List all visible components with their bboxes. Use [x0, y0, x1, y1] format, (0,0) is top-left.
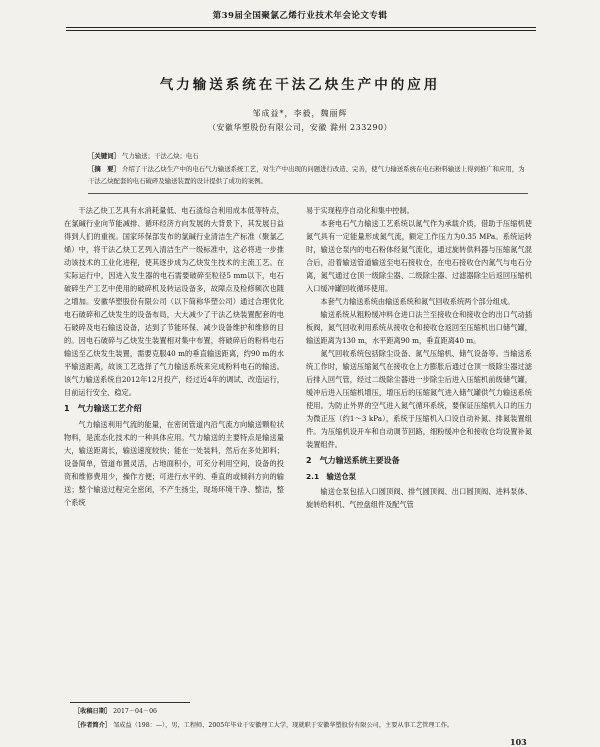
paragraph: 输送仓泵包括入口圆顶阀、排气圆顶阀、出口圆顶阀、进料泵体、旋转给料机、气控盘组件及配气管: [306, 487, 532, 509]
section-heading: 1 气力输送工艺介绍: [64, 404, 142, 413]
paragraph: 易于实现程序自动化和集中控制。: [306, 206, 414, 215]
abstract-label: ［摘 要］: [88, 165, 120, 173]
authors: 邹成益*，李毅，魏丽辉: [252, 109, 348, 118]
paragraph: 干法乙炔工艺具有水消耗量低、电石渣综合利用成本低等特点，在氯碱行业向节能减排、循环经济方向发展的大背景下，其发展日益得到人们的重视。国家环保部发布的氯碱行业清洁生产标准（聚氯乙烯）中，将干法乙炔工艺列入清洁生产一级标准中，这必将进一步推动该技术的工业化进程，使其逐步成为乙炔发生技术的主流工艺。在实际运行中，因进入发生器的电石需要破碎至粒径5 mm以下，电石破碎生产工艺中使用的破碎机及转运设备多，故障点及检修频次也随之增加。安徽华塑股份有限公司（以下简称华塑公司）通过合理优化电石破碎和乙炔发生的设备布局，大大减少了干法乙炔装置配套的电石破碎及电石输送设备，达到了节能环保、减少设备维护和维修的目的。因电石破碎与乙炔发生装置相对集中布置，将破碎后的粉料电石输送至乙炔发生装置，需要克服40 m的垂直输送距离，约90 m的水平输送距离，故该工艺选择了气力输送系统来完成粉料电石的输送。该气力输送系统自2012年12月投产，经过近4年的调试、改造运行，目前运行安全、稳定。: [64, 206, 284, 397]
footnote-author: [74, 720, 534, 731]
footnote-text: 2017－04－06: [113, 708, 157, 715]
affiliation: （安徽华塑股份有限公司，安徽 滁州 233290）: [207, 123, 393, 132]
keywords-label: ［关键词］: [88, 152, 120, 160]
header-rule: [66, 27, 536, 31]
paragraph: 输送系统从粗粉缓冲料仓进口法兰至接收仓和接收仓的出口气动插板阀，氮气回收利用系统从接收仓和接收仓返回至压缩机出口储气罐，输送距离为130 m，水平距离90 m，垂直距离40 m。: [306, 310, 532, 345]
abstract-text: 介绍了干法乙炔生产中的电石气力输送系统工艺，对生产中出现的问题进行改造、完善，使气力输送系统在电石粉料输送上得到推广和应用，为干法乙炔配套的电石破碎及输送装置的设计提供了成功的案例。: [88, 165, 525, 185]
section-heading: 2 气力输送系统主要设备: [306, 456, 400, 465]
page-number: 103: [510, 737, 527, 747]
paper-title: 气力输送系统在干法乙炔生产中的应用: [159, 77, 441, 93]
keywords-text: 气力输送；干法乙炔；电石: [122, 152, 199, 160]
abstract: [88, 163, 528, 187]
paragraph: 气力输送利用气流的能量，在密闭管道内沿气流方向输送颗粒状物料，是流态化技术的一种具体应用。气力输送的主要特点是输送量大，输送距离长，输送速度较快；能在一处装料，然后在多处卸料；设备简单，管道布置灵活，占地面积小，可充分利用空间，设备的投资和维修费用少，操作方便；可进行水平的、垂直的或倾斜方向的输送；整个输送过程完全密闭，不产生扬尘，现场环境干净、整洁，整个系统: [64, 420, 284, 507]
footnote-label: ［作者简介］: [74, 722, 112, 729]
footnote-label: ［收稿日期］: [74, 708, 112, 715]
footnote-text: 邹成益（198：—），男，工程师，2005年毕业于安徽理工大学，现就职于安徽华塑股份有限公司，主要从事工艺管理工作。: [113, 722, 454, 729]
footnote-rule: [70, 702, 190, 703]
footnote-received: [74, 706, 534, 717]
left-column: [64, 204, 284, 509]
running-head: 第39届全国聚氯乙烯行业技术年会论文专辑: [212, 11, 388, 21]
paragraph: 氮气回收系统包括除尘设备、氮气压缩机、储气设备等。当输送系统工作时，输送压缩氮气在接收仓上方膨胀后通过仓顶一级除尘器过滤后排入回气管，经过二级除尘器进一步除尘后进入压缩机前级储气罐，缓冲后进入压缩机增压，增压后的压缩氮气进入储气罐供气力输送系统使用。为防止外界的空气进入氮气循环系统，要保证压缩机入口的压力为微正压（约1～3 kPa），系统于压缩机入口设自动补氮、排氮装置组件。为压缩机设开车和自动调节回路，细粉缓冲仓和接收仓均设置补氮装置组件。: [306, 349, 532, 449]
keywords: [88, 150, 528, 162]
abstract-rule: [88, 193, 528, 194]
subsection-heading: 2.1 输送仓泵: [306, 472, 357, 481]
paragraph: 本套气力输送系统由输送系统和氮气回收系统两个部分组成。: [320, 297, 515, 306]
paragraph: 本套电石气力输送工艺系统以氮气作为承载介质，借助于压缩机使氮气具有一定能量形成氮气流，额定工作压力为0.35 MPa。系统运转时，输送仓泵内的电石粉体经氮气流化，通过旋转供料器与压缩氮气混合后，沿着输送管道输送至电石接收仓，在电石接收仓内氮气与电石分离，氮气通过仓顶一级除尘器、二级除尘器、过滤器除尘后返回压缩机入口缓冲罐回收循环使用。: [306, 219, 532, 293]
right-column: [306, 204, 532, 511]
